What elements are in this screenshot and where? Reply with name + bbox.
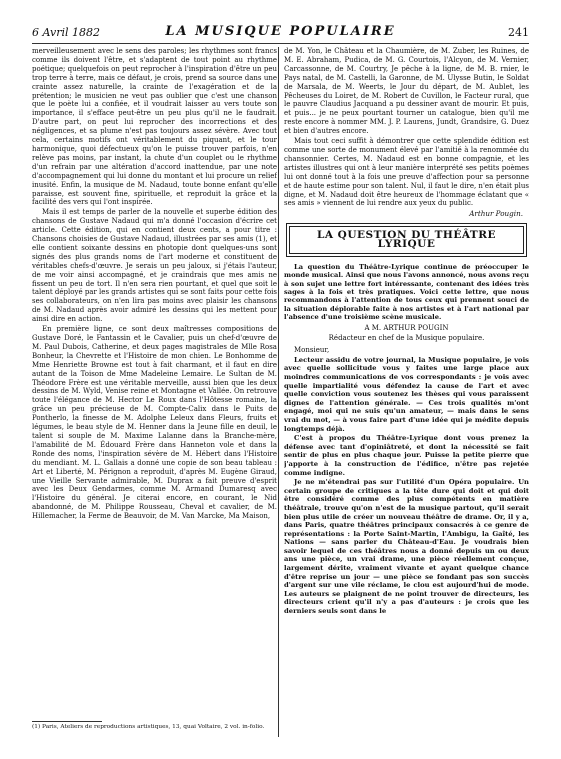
paragraph: Mais il est temps de parler de la nouvelle et superbe édition des chansons de Gustave Nadaud qui m'a donné l'occasion d'écrire cet article. Cette édition, qui en contient deux cents, a pour titre : Chansons choisies de Gustave Nadaud, illustrées par ses amis (1), et elle contient soixante dessins en photopie dont quelques-uns sont signés des plus grands noms de l'art moderne et constituent de véritables chefs-d'œuvre. Je serais un peu jaloux, si j'étais l'auteur, de me voir ainsi accompagné, et je craindrais que mes amis ne fissent un peu de tort. Il n'en sera rien pourtant, et quel que soit le talent déployé par les grands artistes qui se sont faits pour cette fois ses collaborateurs, on n'en lira pas moins avec plaisir les chansons de M. Nadaud après avoir admiré les dessins qui les mettent pour ainsi dire en action. (32, 208, 277, 324)
letter-body (284, 356, 529, 616)
intro-paragraph: La question du Théâtre-Lyrique continue de préoccuper le monde musical. Ainsi que nous l'avons annoncé, nous avons reçu à son sujet une lettre fort intéressante, contenant des idées très sages à la fois et très pratiques. Voici cette lettre, que nous recommandons à l'attention de tous ceux qui prennent souci de la situation déplorable faite à nos artistes et à l'art national par l'absence d'une troisième scène musicale. (284, 263, 529, 321)
paragraph: de M. Yon, le Château et la Chaumière, de M. Zuber, les Ruines, de M. E. Abraham, Pudica, de M. G. Courtois, l'Alcyon, de M. Vernier, Carcassonne, de M. Courtry, Je pêche à la ligne, de M. B. rnier, le Pays natal, de M. Castelli, la Garonne, de M. Ulysse Butin, le Soldat de Marsala, de M. Weerts, le Jour du départ, de M. Aublet, les Pêcheuses du Loiret, de M. Robert de Cuvillon, le Facteur rural, que le pauvre Claudius Jacquand a pu dessiner avant de mourir. Et puis, et puis... je ne peux pourtant tourner un catalogue, bien qu'il me reste encore à nommer MM. J. P. Laurens, Jundt, Grandsire, G. Duez et bien d'autres encore. (284, 47, 529, 136)
page-header (32, 22, 529, 44)
issue-date: 6 Avril 1882 (32, 26, 100, 39)
header-rule (32, 43, 529, 44)
section-title: LA QUESTION DU THÉÂTRE LYRIQUE (286, 223, 527, 257)
paragraph: Mais tout ceci suffit à démontrer que cette splendide édition est comme une sorte de monument élevé par l'amitié à la renommée du chansonnier. Certes, M. Nadaud est en bonne compagnie, et les artistes illustres qui ont à leur manière interprété ses petits poèmes lui ont donné tout à la fois une preuve d'affection pour sa personne et de haute estime pour son talent. Nul, il faut le dire, n'en était plus digne, et M. Nadaud doit être heureux de l'hommage éclatant que « ses amis » viennent de lui rendre aux yeux du public. (284, 137, 529, 208)
paragraph: Lecteur assidu de votre journal, la Musique populaire, je vois avec quelle sollicitude vous y faites une large place aux moindres communications de vos correspondants : je vois avec quelle impartialité vous défendez la cause de l'art et avec quelle conviction vous soutenez les thèses qui vous paraissent dignes de l'attention générale. — Ces trois qualités m'ont engagé, moi qui ne suis qu'un amateur, — mais dans le sens vrai du mot, — à vous faire part d'une idée qui je médite depuis longtemps déjà. (284, 355, 529, 433)
paragraph: En première ligne, ce sont deux maîtresses compositions de Gustave Doré, le Fantassin et le Cavalier, puis un chef-d'œuvre de M. Paul Dubois, Catherine, et deux pages magistrales de Mlle Rosa Bonheur, la Chevrette et l'Histoire de mon chien. Le Bonhomme de Mme Henriette Browne est tout à fait charmant, et il faut en dire autant de la Toison de Mme Madeleine Lemaire. Le Sultan de M. Théodore Frère est une véritable merveille, aussi bien que les deux dessins de M. Wyld, Venise reine et Montagne et Vallée. On retrouve toute l'élégance de M. Hector Le Roux dans l'Hôtesse romaine, la grâce un peu précieuse de M. Compte-Calix dans le Puits de Pontherlo, la finesse de M. Adolphe Leleux dans Fleurs, fruits et légumes, le beau style de M. Henner dans la Jeune fille en deuil, le talent si souple de M. Maxime Lalanne dans la Branche-mère, l'amabilité de M. Édouard Frère dans Hanneton vole et dans la Ronde des noms, l'inspiration sévère de M. Hébert dans l'Histoire du mendiant. M. L. Gallais a donné une copie de son beau tableau : Art et Liberté, M. Pérignon a reproduit, d'après M. Eugène Giraud, une Vieille Servante admirable, M. Duprax a fait preuve d'esprit avec les Deux Gendarmes, comme M. Armand Dumaresq avec l'Histoire du général. Je citerai encore, en courant, le Nid abandonné, de M. Philippe Rousseau, Cheval et cavalier, de M. Hillemacher, la Ferme de Beauvoir, de M. Van Marcke, Ma Maison, (32, 325, 277, 521)
letter-salutation: Monsieur, (294, 345, 330, 354)
page-number: 241 (508, 26, 529, 39)
letter-recipient-title: Rédacteur en chef de la Musique populaire. (328, 334, 485, 343)
footnote-rule (32, 721, 102, 722)
journal-title: LA MUSIQUE POPULAIRE (165, 24, 396, 39)
paragraph: Je ne m'étendrai pas sur l'utilité d'un Opéra populaire. Un certain groupe de critiques a la tête dure qui doit et qui doit être considéré comme des plus compétents en matière théâtrale, trouve qu'on n'est de la musique partout, qu'il serait bien plus utile de créer un nouveau théâtre de drame. Or, il y a, dans Paris, quatre théâtres principaux consacrés à ce genre de représentations : la Porte Saint-Martin, l'Ambigu, la Gaîté, les Nations — sans parler du Château-d'Eau. Je voudrais bien savoir lequel de ces théâtres nous a donné depuis un ou deux ans une pièce, un vrai drame, une pièce réellement conçue, largement dérite, vraiment vivante et ayant quelque chance d'être reprise un jour — une pièce se fondant pas son succès d'argent sur une vile réclame, le clou est aujourd'hui de mode. Les auteurs se plaignent de ne point trouver de directeurs, les directeurs crient qu'il n'y a pas d'auteurs : je crois que les derniers seuls sont dans le (284, 478, 529, 616)
column-divider (278, 47, 279, 737)
paragraph: C'est à propos du Théâtre-Lyrique dont vous prenez la défense avec tant d'opiniâtreté, et dont la nécessité se fait sentir de plus en plus chaque jour. Puisse la petite pierre que j'apporte à la construction de l'édifice, n'être pas rejetée comme indigne. (284, 434, 529, 477)
letter-address: A M. ARTHUR POUGIN (364, 324, 449, 333)
right-column (284, 47, 529, 737)
footnote: (1) Paris, Ateliers de reproductions artistiques, 13, quai Voltaire, 2 vol. in-folio. (32, 724, 265, 730)
paragraph: merveilleusement avec le sens des paroles; les rhythmes sont francs comme ils doivent l'être, et s'adaptent de tout point au rhythme poétique; quelquefois on peut reprocher à l'inspiration d'être un peu trop terre à terre, mais ce défaut, je crois, prend sa source dans une crainte assez naturelle, la crainte de l'exagération et de la prétention; le musicien ne veut pas oublier que c'est une chanson que le poète lui a confiée, et il voudrait laisser au vers toute son importance, il s'efface peut-être un peu plus qu'il ne le faudrait. D'autre part, on peut lui reprocher des incorrections et des négligences, et sa plume n'est pas toujours assez sévère. Avec tout cela, certains motifs ont véritablement du piquant, et le tour harmonique, quoi défectueux qu'on le puisse trouver parfois, n'en relève pas moins, par instant, la chute d'un couplet ou le rhythme d'un refrain par une altération d'accord inattendue, par une note d'accompagnement qui lui donne du montant et lui procure un relief inusité. Enfin, la musique de M. Nadaud, toute bonne enfant qu'elle paraisse, est souvent fine, spirituelle, et reproduit la grâce et la facilité des vers qui l'ont inspirée. (32, 47, 277, 207)
author-signature: Arthur Pougin. (469, 209, 523, 219)
left-column (32, 47, 277, 737)
